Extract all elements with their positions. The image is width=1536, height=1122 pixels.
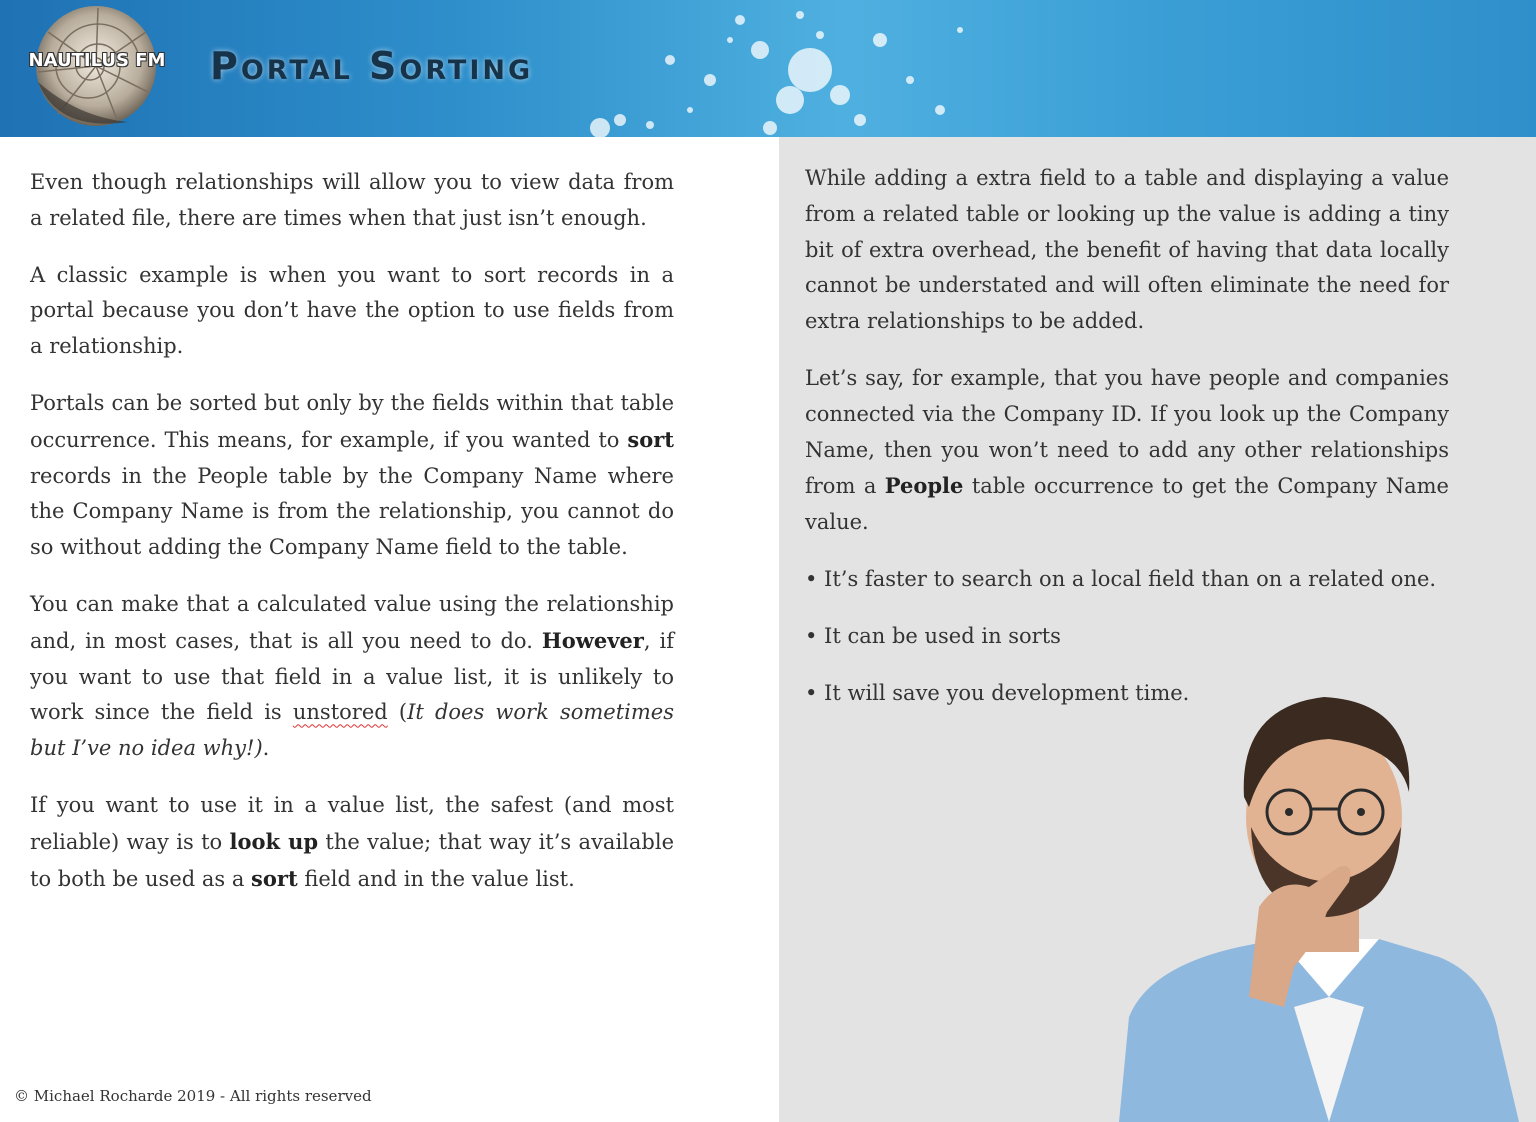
right-body-text bbox=[805, 161, 1449, 732]
thinking-man-photo bbox=[1079, 677, 1536, 1122]
paragraph: You can make that a calculated value using the relationship and, in most cases, that is all you need to do. However, if you want to use that field in a value list, it is unlikely to work since the field is unstored (It does work sometimes but I’ve no idea why!). bbox=[30, 591, 674, 761]
bullet-item: • It will save you development time. bbox=[805, 680, 1190, 705]
paragraph: Even though relationships will allow you to view data from a related file, there are times when that just isn’t enough. bbox=[30, 170, 674, 230]
logo-wordmark: NAUTILUS FM bbox=[28, 50, 166, 71]
right-column bbox=[779, 137, 1536, 1122]
bullet-item: • It’s faster to search on a local field than on a related one. bbox=[805, 566, 1437, 591]
spellcheck-underlined-word: unstored bbox=[292, 700, 388, 725]
paragraph: While adding a extra field to a table and displaying a value from a related table or looking up the value is adding a tiny bit of extra overhead, the benefit of having that data locally cannot be understated and will often eliminate the need for extra relationships to be added. bbox=[805, 166, 1449, 334]
paragraph: Let’s say, for example, that you have people and companies connected via the Company ID. If you look up the Company Name, then you won’t need to add any other relationships from a People table occurrence to get the Company Name value. bbox=[805, 365, 1449, 535]
page-title: Portal Sorting bbox=[210, 44, 534, 88]
left-column bbox=[0, 137, 779, 1122]
header-banner bbox=[0, 0, 1536, 137]
paragraph: A classic example is when you want to sort records in a portal because you don’t have the option to use fields from a relationship. bbox=[30, 262, 674, 359]
copyright-footer: © Michael Rocharde 2019 - All rights reserved bbox=[14, 1087, 372, 1105]
left-body-text bbox=[30, 165, 674, 918]
bubbles-illustration bbox=[560, 0, 1120, 137]
bullet-item: • It can be used in sorts bbox=[805, 623, 1061, 648]
paragraph: Portals can be sorted but only by the fields within that table occurrence. This means, for example, if you wanted to sort records in the People table by the Company Name where the Company Name is from the relationship, you cannot do so without adding the Company Name field to the table. bbox=[30, 390, 674, 560]
paragraph: If you want to use it in a value list, the safest (and most reliable) way is to look up the value; that way it’s available to both be used as a sort field and in the value list. bbox=[30, 792, 674, 891]
